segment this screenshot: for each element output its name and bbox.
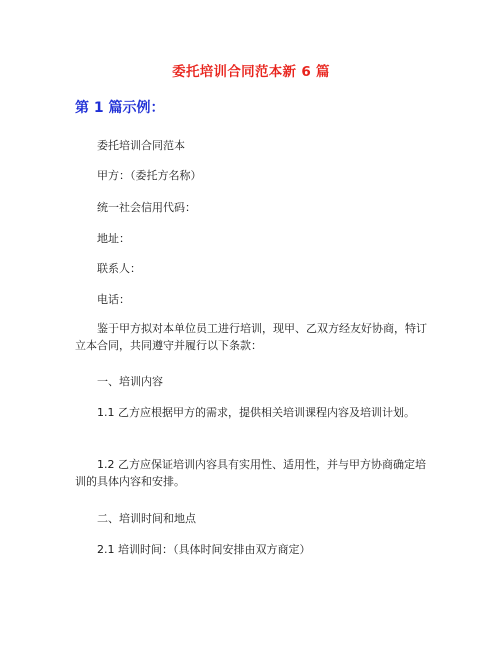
paragraph-credit-code: 统一社会信用代码： bbox=[97, 201, 196, 214]
paragraph-clause-1-2: 1.2 乙方应保证培训内容具有实用性、适用性，并与甲方协商确定培训的具体内容和安排。 bbox=[75, 458, 426, 488]
paragraph-clause-1-1: 1.1 乙方应根据甲方的需求，提供相关培训课程内容及培训计划。 bbox=[97, 406, 415, 419]
paragraph-address: 地址： bbox=[97, 232, 130, 245]
paragraph-contract-name: 委托培训合同范本 bbox=[97, 139, 185, 152]
paragraph-heading-time-place: 二、培训时间和地点 bbox=[97, 512, 196, 525]
document-title: 委托培训合同范本新 6 篇 bbox=[172, 64, 330, 80]
section-heading: 第 1 篇示例： bbox=[75, 100, 165, 116]
paragraph-contact: 联系人： bbox=[97, 262, 141, 275]
paragraph-preamble: 鉴于甲方拟对本单位员工进行培训，现甲、乙双方经友好协商，特订立本合同，共同遵守并履行以下条款： bbox=[75, 322, 427, 352]
paragraph-heading-content: 一、培训内容 bbox=[97, 375, 163, 388]
paragraph-clause-2-1: 2.1 培训时间：（具体时间安排由双方商定） bbox=[97, 543, 311, 556]
paragraph-phone: 电话： bbox=[97, 293, 130, 306]
paragraph-party-a: 甲方：（委托方名称） bbox=[97, 169, 202, 182]
